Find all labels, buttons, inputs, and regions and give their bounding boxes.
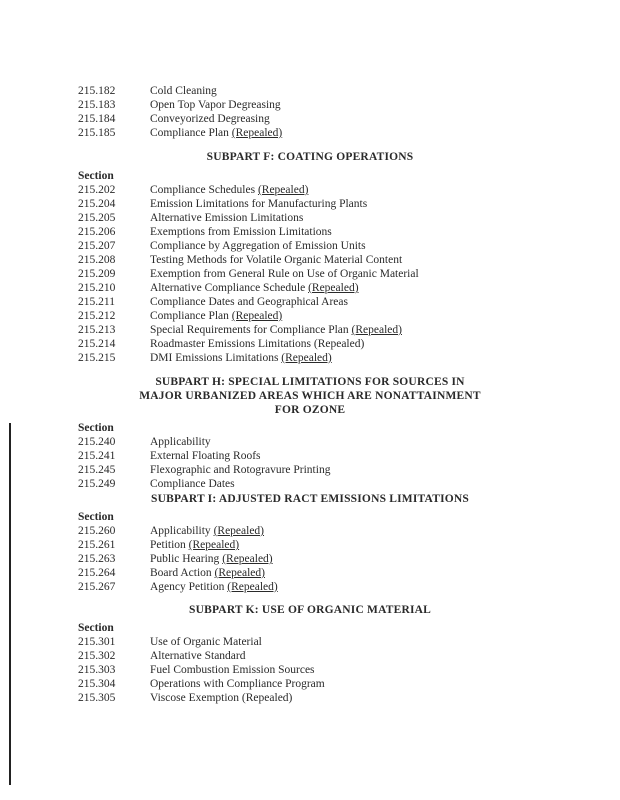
- section-title: Applicability (Repealed): [150, 525, 265, 537]
- section-number: 215.267: [78, 581, 116, 593]
- section-title: Alternative Compliance Schedule (Repealed): [150, 282, 359, 294]
- section-label: Section: [78, 422, 114, 434]
- section-title: Use of Organic Material: [150, 636, 262, 648]
- section-number: 215.249: [78, 478, 116, 490]
- section-title: Compliance by Aggregation of Emission Units: [150, 240, 366, 252]
- section-number: 215.183: [78, 99, 116, 111]
- section-number: 215.209: [78, 268, 116, 280]
- section-title: Petition (Repealed): [150, 539, 240, 551]
- subpart-h-heading-line-1: SUBPART H: SPECIAL LIMITATIONS FOR SOURCES IN: [155, 376, 465, 388]
- section-label: Section: [78, 170, 114, 182]
- section-title: Viscose Exemption (Repealed): [150, 692, 293, 704]
- section-title: Testing Methods for Volatile Organic Material Content: [150, 254, 403, 266]
- section-title: Board Action (Repealed): [150, 567, 265, 579]
- section-title: Alternative Emission Limitations: [150, 212, 304, 224]
- section-number: 215.240: [78, 436, 116, 448]
- section-label: Section: [78, 622, 114, 634]
- section-number: 215.245: [78, 464, 116, 476]
- subpart-h-heading-line-3: FOR OZONE: [274, 404, 346, 416]
- section-title: Public Hearing (Repealed): [150, 553, 273, 565]
- section-number: 215.304: [78, 678, 116, 690]
- section-number: 215.205: [78, 212, 116, 224]
- section-title: Compliance Dates: [150, 478, 235, 490]
- section-number: 215.303: [78, 664, 116, 676]
- subpart-i-heading: SUBPART I: ADJUSTED RACT EMISSIONS LIMITATIONS: [151, 493, 469, 505]
- section-title: Alternative Standard: [150, 650, 246, 662]
- section-number: 215.261: [78, 539, 116, 551]
- subpart-f-heading: SUBPART F: COATING OPERATIONS: [206, 151, 414, 163]
- section-title: Conveyorized Degreasing: [150, 113, 270, 125]
- section-title: Compliance Plan (Repealed): [150, 127, 283, 139]
- section-title: Special Requirements for Compliance Plan (Repealed): [150, 324, 402, 336]
- section-number: 215.204: [78, 198, 116, 210]
- section-title: Exemption from General Rule on Use of Organic Material: [150, 268, 419, 280]
- section-title: External Floating Roofs: [150, 450, 261, 462]
- section-number: 215.213: [78, 324, 116, 336]
- section-title: Cold Cleaning: [150, 85, 217, 97]
- section-number: 215.202: [78, 184, 116, 196]
- section-number: 215.241: [78, 450, 116, 462]
- section-title: Compliance Plan (Repealed): [150, 310, 283, 322]
- section-title: Open Top Vapor Degreasing: [150, 99, 281, 111]
- section-title: Fuel Combustion Emission Sources: [150, 664, 315, 676]
- section-number: 215.210: [78, 282, 116, 294]
- section-number: 215.302: [78, 650, 116, 662]
- section-number: 215.301: [78, 636, 116, 648]
- section-title: Agency Petition (Repealed): [150, 581, 278, 593]
- section-number: 215.182: [78, 85, 116, 97]
- section-number: 215.208: [78, 254, 116, 266]
- section-number: 215.260: [78, 525, 116, 537]
- section-number: 215.263: [78, 553, 116, 565]
- section-number: 215.211: [78, 296, 115, 308]
- section-title: Applicability: [150, 436, 211, 448]
- section-title: Emission Limitations for Manufacturing Plants: [150, 198, 368, 210]
- section-title: Exemptions from Emission Limitations: [150, 226, 332, 238]
- section-title: Roadmaster Emissions Limitations (Repealed): [150, 338, 365, 350]
- section-number: 215.184: [78, 113, 116, 125]
- section-number: 215.212: [78, 310, 116, 322]
- section-number: 215.215: [78, 352, 116, 364]
- section-number: 215.185: [78, 127, 116, 139]
- section-title: Compliance Schedules (Repealed): [150, 184, 309, 196]
- section-number: 215.206: [78, 226, 116, 238]
- section-title: Flexographic and Rotogravure Printing: [150, 464, 331, 476]
- subpart-h-heading-line-2: MAJOR URBANIZED AREAS WHICH ARE NONATTAINMENT: [139, 390, 481, 402]
- section-label: Section: [78, 511, 114, 523]
- section-number: 215.207: [78, 240, 116, 252]
- section-title: DMI Emissions Limitations (Repealed): [150, 352, 332, 364]
- section-title: Operations with Compliance Program: [150, 678, 325, 690]
- section-number: 215.264: [78, 567, 116, 579]
- subpart-k-heading: SUBPART K: USE OF ORGANIC MATERIAL: [188, 604, 432, 616]
- section-number: 215.214: [78, 338, 116, 350]
- section-number: 215.305: [78, 692, 116, 704]
- section-title: Compliance Dates and Geographical Areas: [150, 296, 348, 308]
